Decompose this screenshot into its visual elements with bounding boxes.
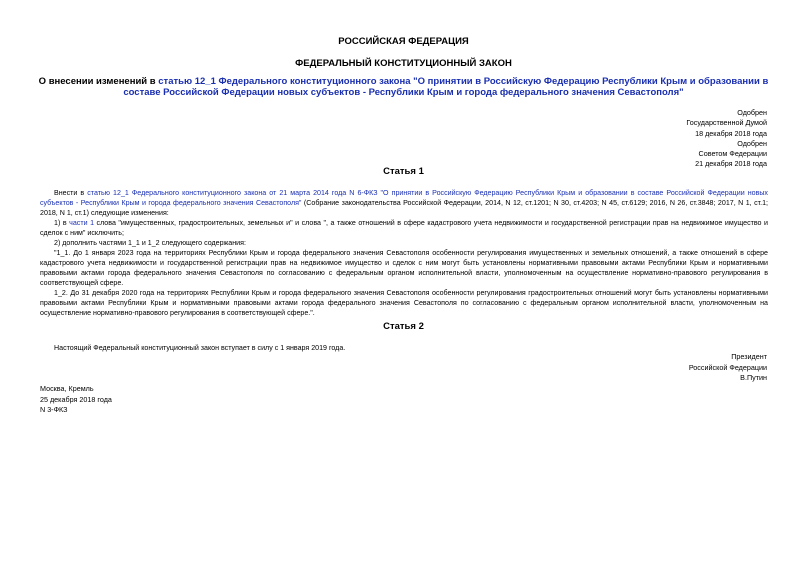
place-date-block [40,384,240,416]
article-1-item-2: 2) дополнить частями 1_1 и 1_2 следующего содержания: [54,239,246,247]
law-type-heading: ФЕДЕРАЛЬНЫЙ КОНСТИТУЦИОННЫЙ ЗАКОН [295,58,512,69]
article-1-intro [40,188,768,218]
approval-line: Одобрен [737,138,767,148]
country-heading: РОССИЙСКАЯ ФЕДЕРАЦИЯ [338,36,469,47]
article-1-heading: Статья 1 [383,166,424,177]
article-1-part-1-1: "1_1. До 1 января 2023 года на территориях Республики Крым и города федерального значения Севастополя особенности регулирования имущественных и земельных отношений, а также отношений в сфере кадастрового учета недвижимости и государственной регистрации прав на недвижимое имущество и сделок с ним могут быть установлены нормативными правовыми актами Республики Крым и нормативными правовыми актами города федерального значения Севастополя по согласованию с федеральным органом исполнительной власти, уполномоченным на осуществление нормативно-правового регулирования в соответствующей сфере. [40,249,768,287]
signature-line: Президент [731,352,767,361]
document-title [30,76,777,98]
approval-block [567,108,767,170]
intro-prefix: Внести в [54,189,88,197]
article-2-text: Настоящий Федеральный конституционный закон вступает в силу с 1 января 2019 года. [54,344,346,352]
approval-line: Одобрен [737,108,767,117]
place-line: Москва, Кремль [40,384,94,393]
intro-link[interactable]: статью 12_1 Федерального конституционного закона от 21 марта 2014 года N 6-ФКЗ "О принятии в Российскую Федерацию Республики Крым и образовании в составе Российской Федерации новых субъектов - Республики Крым и города федерального значения Севастополя" [40,189,768,207]
title-link[interactable]: статью 12_1 Федерального конституционного закона "О принятии в Российскую Федерацию Республики Крым и образовании в составе Российской Федерации новых субъектов - Республики Крым и города федерального значения Севастополя" [123,76,769,98]
law-number: N 3-ФКЗ [40,405,68,414]
item1-link[interactable]: части 1 [69,219,95,227]
article-1-body [40,188,768,318]
article-1-part-1-2: 1_2. До 31 декабря 2020 года на территориях Республики Крым и города федерального значения Севастополя особенности регулирования градостроительных отношений могут быть установлены нормативными правовыми актами Республики Крым и нормативными правовыми актами города федерального значения Севастополя по согласованию с федеральным органом исполнительной власти, уполномоченным на осуществление нормативно-правового регулирования в соответствующей сфере.". [40,289,768,317]
intro-suffix: (Собрание законодательства Российской Федерации, 2014, N 12, ст.1201; N 30, ст.4203; N 45, ст.6129; 2016, N 26, ст.3848; 2017, N 1, ст.1; 2018, N 1, ст.1) следующие изменения: [40,199,768,217]
approval-line: 21 декабря 2018 года [695,159,767,169]
article-1-item-1 [40,218,768,238]
signature-name: В.Путин [740,373,767,382]
item1-prefix: 1) в [54,219,70,227]
title-prefix: О внесении изменений в [38,76,159,87]
date-line: 25 декабря 2018 года [40,394,112,404]
article-2-heading: Статья 2 [383,321,424,332]
item1-suffix: слова "имущественных, градостроительных, земельных и" и слова ", а также отношений в сфере кадастрового учета недвижимости и государственной регистрации прав на недвижимое имущество и сделок с ним" исключить; [40,219,768,237]
approval-line: 18 декабря 2018 года [695,128,767,138]
signature-line: Российской Федерации [688,362,767,372]
approval-line: Советом Федерации [698,149,767,159]
approval-line: Государственной Думой [686,118,767,128]
signature-block [567,352,767,384]
